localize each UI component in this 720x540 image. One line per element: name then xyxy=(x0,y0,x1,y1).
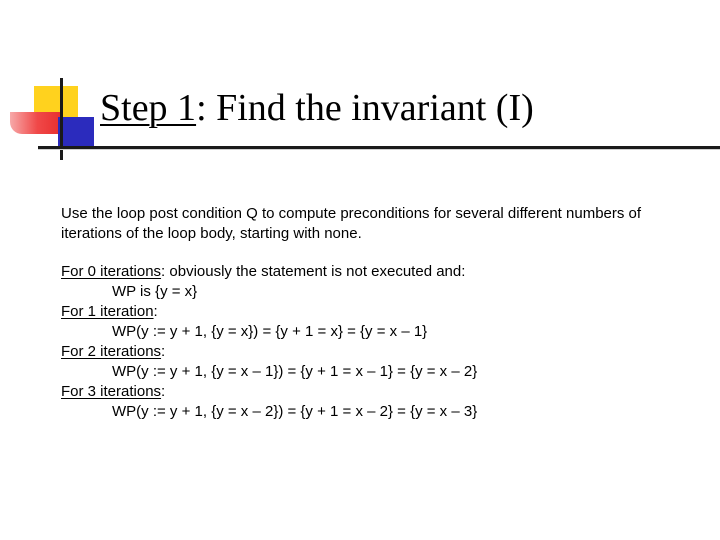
case-formula-3: WP(y := y + 1, {y = x – 2}) = {y + 1 = x – 2} = {y = x – 3} xyxy=(112,403,478,420)
case-label-0: For 0 iterations xyxy=(61,263,162,280)
slide-title xyxy=(100,84,534,132)
title-text: : Find the invariant (I) xyxy=(196,87,534,129)
intro-line-2: iterations of the loop body, starting with none. xyxy=(61,225,362,242)
case-heading-1 xyxy=(61,302,681,322)
case-heading-3 xyxy=(61,382,681,402)
title-step-label: Step 1 xyxy=(100,87,197,129)
case-formula-0: WP is {y = x} xyxy=(112,283,198,300)
case-suffix-2: : xyxy=(161,343,166,360)
paragraph-gap xyxy=(61,244,681,262)
title-underline-shadow xyxy=(38,149,720,150)
case-heading-2 xyxy=(61,342,681,362)
red-bar-decoration xyxy=(10,112,60,134)
case-formula-1: WP(y := y + 1, {y = x}) = {y + 1 = x} = {y = x – 1} xyxy=(112,323,428,340)
case-suffix-3: : xyxy=(161,383,166,400)
case-suffix-0: : obviously the statement is not executed and: xyxy=(161,263,466,280)
case-label-2: For 2 iterations xyxy=(61,343,162,360)
case-label-3: For 3 iterations xyxy=(61,383,162,400)
slide-body xyxy=(61,204,681,422)
case-heading-0 xyxy=(61,262,681,282)
case-formula-2: WP(y := y + 1, {y = x – 1}) = {y + 1 = x – 1} = {y = x – 2} xyxy=(112,363,478,380)
blue-square-decoration xyxy=(58,117,94,149)
case-suffix-1: : xyxy=(153,303,158,320)
case-label-1: For 1 iteration xyxy=(61,303,154,320)
intro-line-1: Use the loop post condition Q to compute preconditions for several different numbers of xyxy=(61,205,642,222)
